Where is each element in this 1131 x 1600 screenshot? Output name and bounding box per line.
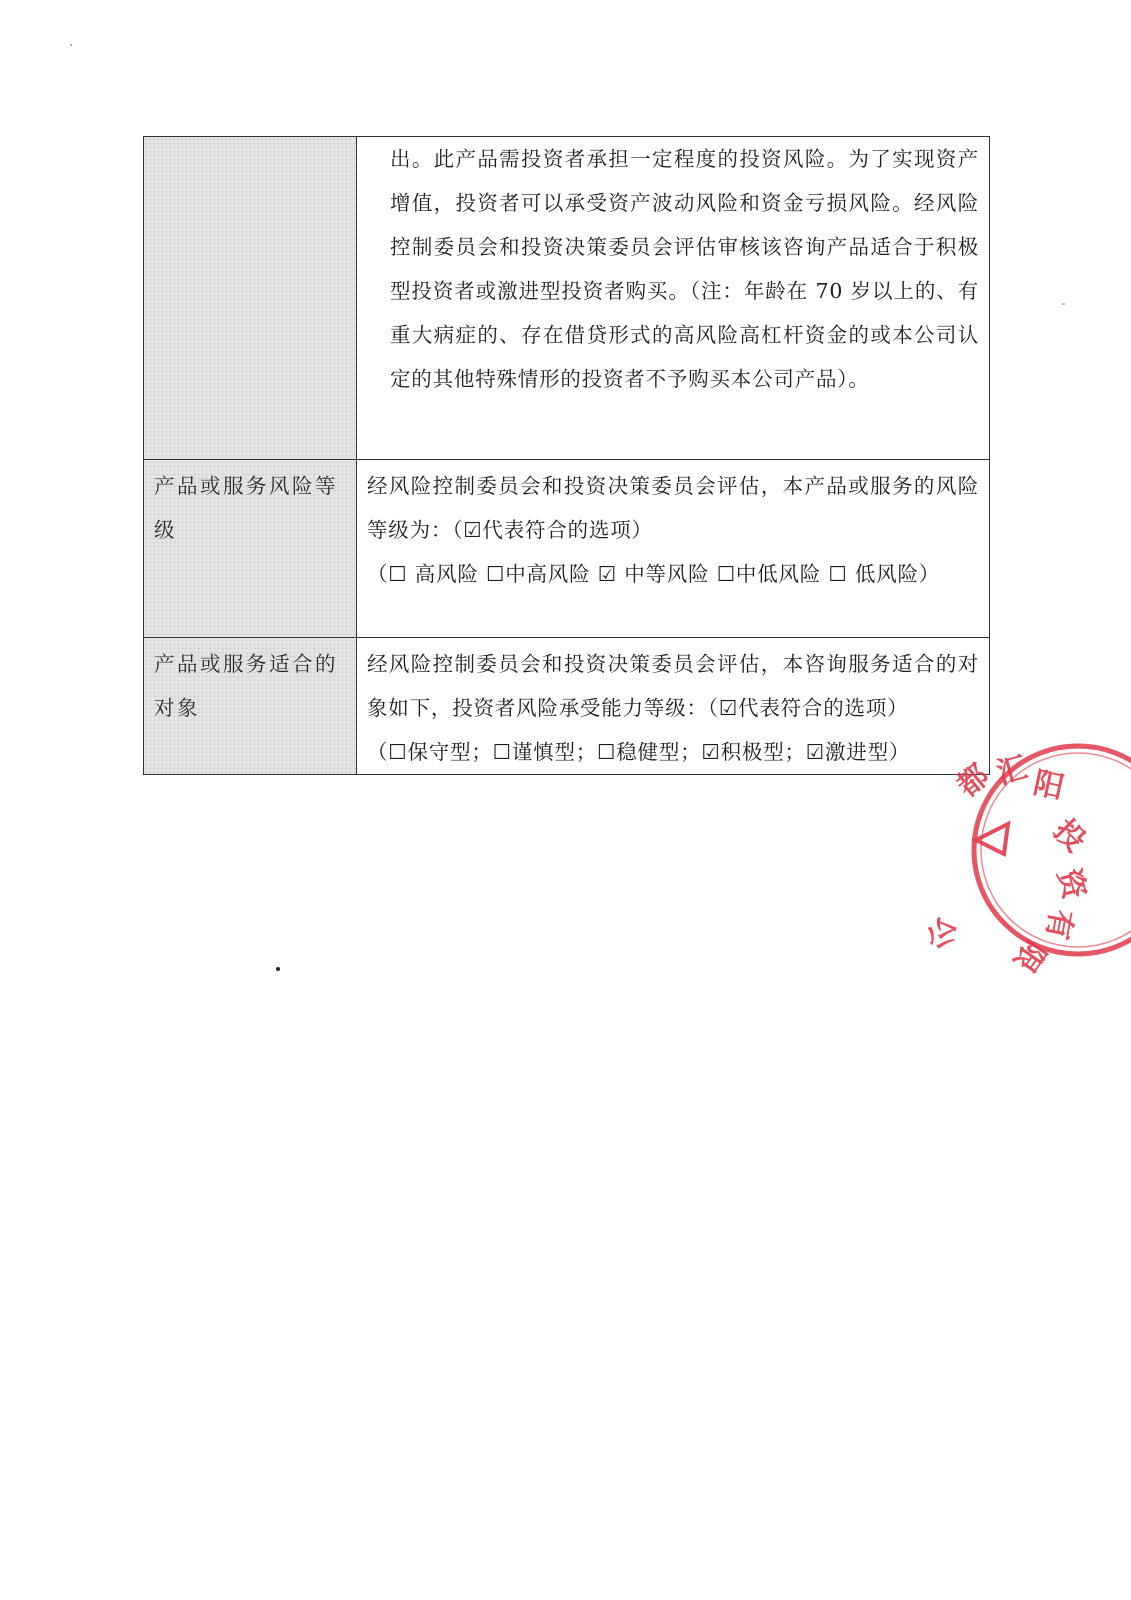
row-label	[144, 137, 356, 141]
risk-level-label: 产品或服务风险等级	[154, 474, 338, 542]
table-row-target-investors	[144, 638, 990, 775]
seal-svg	[920, 740, 1130, 979]
seal-char-1: 都	[950, 758, 997, 805]
seal-char-8: 公	[920, 910, 964, 956]
seal-char-5: 资	[1050, 865, 1092, 904]
risk-level-description: 经风险控制委员会和投资决策委员会评估，本产品或服务的风险等级为：（☑代表符合的选项）	[367, 474, 979, 542]
seal-char-2: 汇	[993, 750, 1032, 792]
company-seal-stamp	[920, 740, 1130, 979]
table-row-product-description	[144, 137, 990, 460]
risk-level-text	[357, 460, 989, 596]
content-cell-target-investors	[357, 638, 990, 775]
target-investors-options: （☐保守型；☐谨慎型；☐稳健型；☑积极型；☑激进型）	[367, 740, 911, 764]
product-description-text: 出。此产品需投资者承担一定程度的投资风险。为了实现资产增值，投资者可以承受资产波动风险和资金亏损风险。经风险控制委员会和投资决策委员会评估审核该咨询产品适合于积极型投资者或激进型投资者购买。（注：年龄在 70 岁以上的、有重大病症的、存在借贷形式的高风险高杠杆资金的或本公司认定的其他特殊情形的投资者不予购买本公司产品）。	[390, 147, 979, 391]
scan-speck	[70, 44, 72, 46]
risk-level-options: （☐ 高风险 ☐中高风险 ☑ 中等风险 ☐中低风险 ☐ 低风险）	[367, 562, 941, 586]
table-row-risk-level	[144, 460, 990, 638]
label-cell-target-investors	[144, 638, 357, 775]
label-cell-risk-level	[144, 460, 357, 638]
label-cell-empty	[144, 137, 357, 460]
scan-speck	[276, 967, 280, 971]
target-investors-description: 经风险控制委员会和投资决策委员会评估，本咨询服务适合的对象如下，投资者风险承受能力等级：（☑代表符合的选项）	[367, 652, 979, 720]
target-investors-text	[357, 638, 989, 774]
content-cell-risk-level	[357, 460, 990, 638]
scan-speck	[1062, 303, 1065, 305]
seal-char-6: 有	[1038, 906, 1079, 943]
seal-char-7: 限	[1006, 933, 1053, 979]
seal-char-3: 阳	[1030, 765, 1067, 807]
content-cell-description	[357, 137, 990, 460]
target-investors-label: 产品或服务适合的对象	[154, 652, 338, 720]
risk-disclosure-table	[143, 136, 990, 775]
seal-char-4: 投	[1046, 812, 1093, 859]
